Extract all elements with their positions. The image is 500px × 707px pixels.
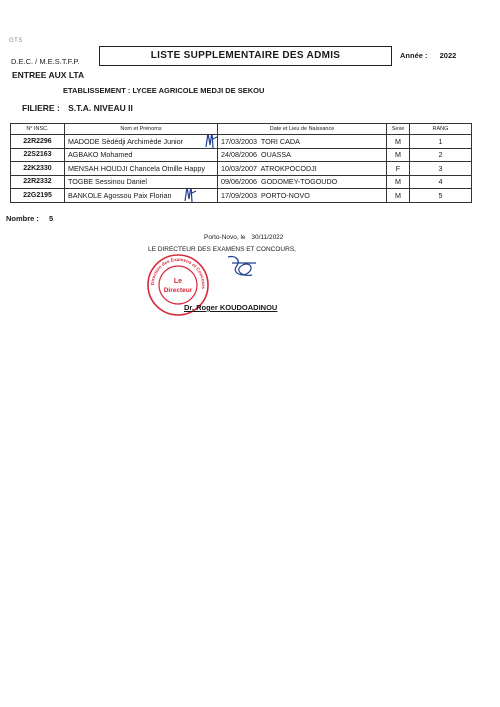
- cell-sexe: M: [387, 135, 410, 149]
- ministry-label: D.E.C. / M.E.S.T.F.P.: [11, 57, 80, 66]
- cell-birth: [218, 189, 387, 203]
- cell-birth-place: GODOMEY-TOGOUDO: [260, 177, 338, 187]
- document-code: GTS: [9, 38, 23, 44]
- table-row: [11, 162, 472, 176]
- document-title: LISTE SUPPLEMENTAIRE DES ADMIS: [99, 46, 392, 66]
- initials-signature-icon: [183, 189, 197, 203]
- entree-heading: ENTREE AUX LTA: [12, 70, 85, 80]
- cell-birth-place: PORTO-NOVO: [260, 190, 310, 200]
- place-date-value: 30/11/2022: [251, 234, 284, 241]
- stamp-center-text-2: Directeur: [163, 287, 193, 294]
- cell-birth-place: ATROKPOCODJI: [260, 163, 317, 173]
- stamp-center-text-1: Le: [173, 278, 183, 285]
- cell-name-text: MADODE Sèdédji Archimède Junior: [68, 136, 184, 146]
- cell-sexe: M: [387, 148, 410, 162]
- cell-name-text: AGBAKO Mohamed: [68, 150, 133, 160]
- column-header-sexe: Sexe: [387, 124, 410, 135]
- initials-signature-icon: [204, 135, 218, 149]
- cell-num: 22G2195: [11, 189, 65, 203]
- filiere-line: [22, 103, 133, 113]
- cell-rang: 2: [410, 148, 472, 162]
- year-field: [400, 51, 456, 60]
- year-label: Année :: [400, 51, 428, 60]
- table-row: [11, 189, 472, 203]
- nombre-value: 5: [49, 214, 54, 223]
- column-header-rang: RANG: [410, 124, 472, 135]
- cell-birth-date: 17/09/2003: [221, 190, 257, 200]
- cell-name: [65, 162, 218, 176]
- cell-birth: [218, 135, 387, 149]
- place-date-line: [204, 234, 283, 241]
- year-value: 2022: [439, 51, 457, 60]
- director-signature-icon: [222, 253, 260, 283]
- cell-sexe: F: [387, 162, 410, 176]
- cell-sexe: M: [387, 175, 410, 189]
- cell-birth: [218, 175, 387, 189]
- cell-rang: 4: [410, 175, 472, 189]
- cell-num: 22R2296: [11, 135, 65, 149]
- cell-rang: 1: [410, 135, 472, 149]
- nombre-field: [6, 214, 53, 223]
- cell-rang: 3: [410, 162, 472, 176]
- cell-num: 22S2163: [11, 148, 65, 162]
- etablissement-line: ETABLISSEMENT : LYCEE AGRICOLE MEDJI DE SEKOU: [63, 86, 265, 95]
- cell-num: 22R2332: [11, 175, 65, 189]
- table-header-row: [11, 124, 472, 135]
- stamp-ring-text: Direction des Examens et Concours: [149, 256, 207, 290]
- column-header-birth: Date et Lieu de Naissance: [218, 124, 387, 135]
- table-row: [11, 175, 472, 189]
- cell-rang: 5: [410, 189, 472, 203]
- cell-num: 22K2330: [11, 162, 65, 176]
- cell-name: [65, 135, 218, 149]
- nombre-label: Nombre :: [6, 214, 39, 223]
- cell-sexe: M: [387, 189, 410, 203]
- cell-birth: [218, 148, 387, 162]
- column-header-num: N° INSC.: [11, 124, 65, 135]
- cell-birth-place: OUASSA: [260, 150, 291, 160]
- cell-birth-place: TORI CADA: [260, 136, 300, 146]
- column-header-name: Nom et Prénoms: [65, 124, 218, 135]
- cell-name-text: MENSAH HOUDJI Chancela Otnille Happy: [68, 163, 206, 173]
- director-name: Dr. Roger KOUDOADINOU: [184, 303, 278, 312]
- cell-name-text: BANKOLE Agossou Paix Florian: [68, 190, 172, 200]
- filiere-label: FILIERE :: [22, 103, 60, 113]
- director-title: LE DIRECTEUR DES EXAMENS ET CONCOURS,: [148, 246, 296, 253]
- cell-birth-date: 10/03/2007: [221, 163, 257, 173]
- cell-birth-date: 09/06/2006: [221, 177, 257, 187]
- filiere-value: S.T.A. NIVEAU II: [68, 103, 133, 113]
- cell-birth: [218, 162, 387, 176]
- place-date-label: Porto-Novo, le: [204, 234, 246, 241]
- table-row: [11, 135, 472, 149]
- admis-table: [10, 123, 472, 203]
- cell-birth-date: 17/03/2003: [221, 136, 257, 146]
- cell-name-text: TOGBE Sessinou Daniel: [68, 177, 147, 187]
- table-row: [11, 148, 472, 162]
- cell-name: [65, 148, 218, 162]
- cell-name: [65, 189, 218, 203]
- cell-birth-date: 24/08/2006: [221, 150, 257, 160]
- cell-name: [65, 175, 218, 189]
